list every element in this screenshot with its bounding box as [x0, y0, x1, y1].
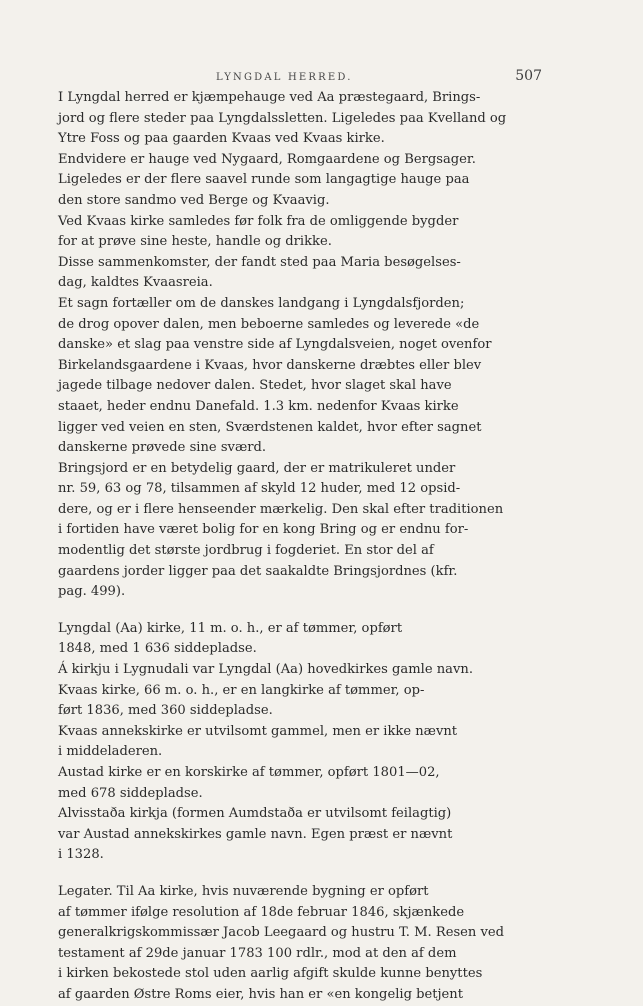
paragraph-kirkju [58, 660, 539, 681]
paragraph-endvidere [58, 150, 539, 212]
text-line: Alvisstaða kirkja (formen Aumdstaða er utvilsomt feilagtig) [58, 806, 452, 822]
paragraph-gap [58, 603, 539, 619]
text-line: Et sagn fortæller om de danskes landgang i Lyngdalsfjorden; [58, 295, 465, 311]
text-line: jord og flere steder paa Lyngdalssletten. Ligeledes paa Kvelland og [58, 110, 507, 126]
text-line: generalkrigskommissær Jacob Leegaard og hustru T. M. Resen ved [58, 925, 505, 941]
text-line: Bringsjord er en betydelig gaard, der er matrikuleret under [58, 460, 456, 476]
paragraph-kvaas-kirke-2 [58, 681, 539, 722]
text-line: Disse sammenkomster, der fandt sted paa Maria besøgelses- [58, 254, 461, 270]
page-number: 507 [515, 68, 542, 84]
text-line: 1848, med 1 636 siddepladse. [58, 641, 257, 657]
text-line: i fortiden have været bolig for en kong Bring og er endnu for- [58, 522, 469, 538]
text-line: pag. 499). [58, 584, 126, 600]
text-line: de drog opover dalen, men beboerne samledes og leverede «de [58, 316, 480, 332]
page-header [58, 58, 542, 88]
text-line: Endvidere er hauge ved Nygaard, Romgaardene og Bergsager. [58, 151, 476, 167]
text-line: jagede tilbage nedover dalen. Stedet, hvor slaget skal have [58, 378, 452, 394]
text-line: Kvaas kirke, 66 m. o. h., er en langkirke af tømmer, op- [58, 682, 425, 698]
text-line: for at prøve sine heste, handle og drikke. [58, 234, 332, 250]
paragraph-sammenkomster [58, 253, 539, 294]
text-line: var Austad annekskirkes gamle navn. Egen præst er nævnt [58, 826, 453, 842]
text-line: i 1328. [58, 847, 104, 863]
text-line: Legater. Til Aa kirke, hvis nuværende bygning er opført [58, 883, 429, 899]
paragraph-kjaempehauge [58, 88, 539, 150]
text-line: modentlig det største jordbrug i fogderiet. En stor del af [58, 543, 434, 559]
text-line: Ytre Foss og paa gaarden Kvaas ved Kvaas kirke. [58, 131, 385, 147]
paragraph-kvaas-kirke [58, 212, 539, 253]
text-line: den store sandmo ved Berge og Kvaavig. [58, 192, 330, 208]
text-line: nr. 59, 63 og 78, tilsammen af skyld 12 huder, med 12 opsid- [58, 481, 461, 497]
paragraph-sagn [58, 294, 539, 459]
text-line: af tømmer ifølge resolution af 18de februar 1846, skjænkede [58, 904, 465, 920]
text-line: af gaarden Østre Roms eier, hvis han er «en kongelig betjent [58, 986, 464, 1002]
paragraph-austad-kirke [58, 763, 539, 804]
text-line: Birkelandsgaardene i Kvaas, hvor danskerne dræbtes eller blev [58, 357, 482, 373]
paragraph-gap [58, 866, 539, 882]
text-line: i kirken bekostede stol uden aarlig afgift skulde kunne benyttes [58, 966, 483, 982]
text-line: staaet, heder endnu Danefald. 1.3 km. nedenfor Kvaas kirke [58, 398, 459, 414]
text-line: Austad kirke er en korskirke af tømmer, opført 1801—02, [58, 765, 440, 780]
paragraph-alvisstada [58, 804, 539, 866]
text-line: ført 1836, med 360 siddepladse. [58, 703, 273, 719]
text-line: gaardens jorder ligger paa det saakaldte Bringsjordnes (kfr. [58, 563, 458, 579]
text-line: dere, og er i flere henseender mærkelig. Den skal efter traditionen [58, 501, 504, 517]
body-text [58, 88, 539, 1006]
text-line: med 678 siddepladse. [58, 785, 203, 801]
text-line: I Lyngdal herred er kjæmpehauge ved Aa præstegaard, Brings- [58, 90, 481, 105]
text-line: Lyngdal (Aa) kirke, 11 m. o. h., er af tømmer, opført [58, 620, 403, 636]
text-line: Á kirkju i Lygnudali var Lyngdal (Aa) hovedkirkes gamle navn. [58, 662, 473, 678]
text-line: ligger ved veien en sten, Sværdstenen kaldet, hvor efter sagnet [58, 419, 482, 435]
text-line: testament af 29de januar 1783 100 rdlr., mod at den af dem [58, 945, 457, 961]
paragraph-annekskirke [58, 722, 539, 763]
text-line: danske» et slag paa venstre side af Lyngdalsveien, noget ovenfor [58, 337, 492, 353]
paragraph-bringsjord [58, 459, 539, 603]
text-line: Ligeledes er der flere saavel runde som langagtige hauge paa [58, 172, 470, 188]
text-line: Kvaas annekskirke er utvilsomt gammel, men er ikke nævnt [58, 723, 458, 739]
text-line: Ved Kvaas kirke samledes før folk fra de omliggende bygder [58, 213, 459, 229]
text-line: i middeladeren. [58, 744, 163, 760]
text-line: dag, kaldtes Kvaasreia. [58, 275, 213, 291]
text-line: danskerne prøvede sine sværd. [58, 440, 267, 456]
paragraph-legater [58, 882, 539, 1006]
paragraph-lyngdal-kirke [58, 619, 539, 660]
running-head: LYNGDAL HERRED. [216, 72, 353, 83]
